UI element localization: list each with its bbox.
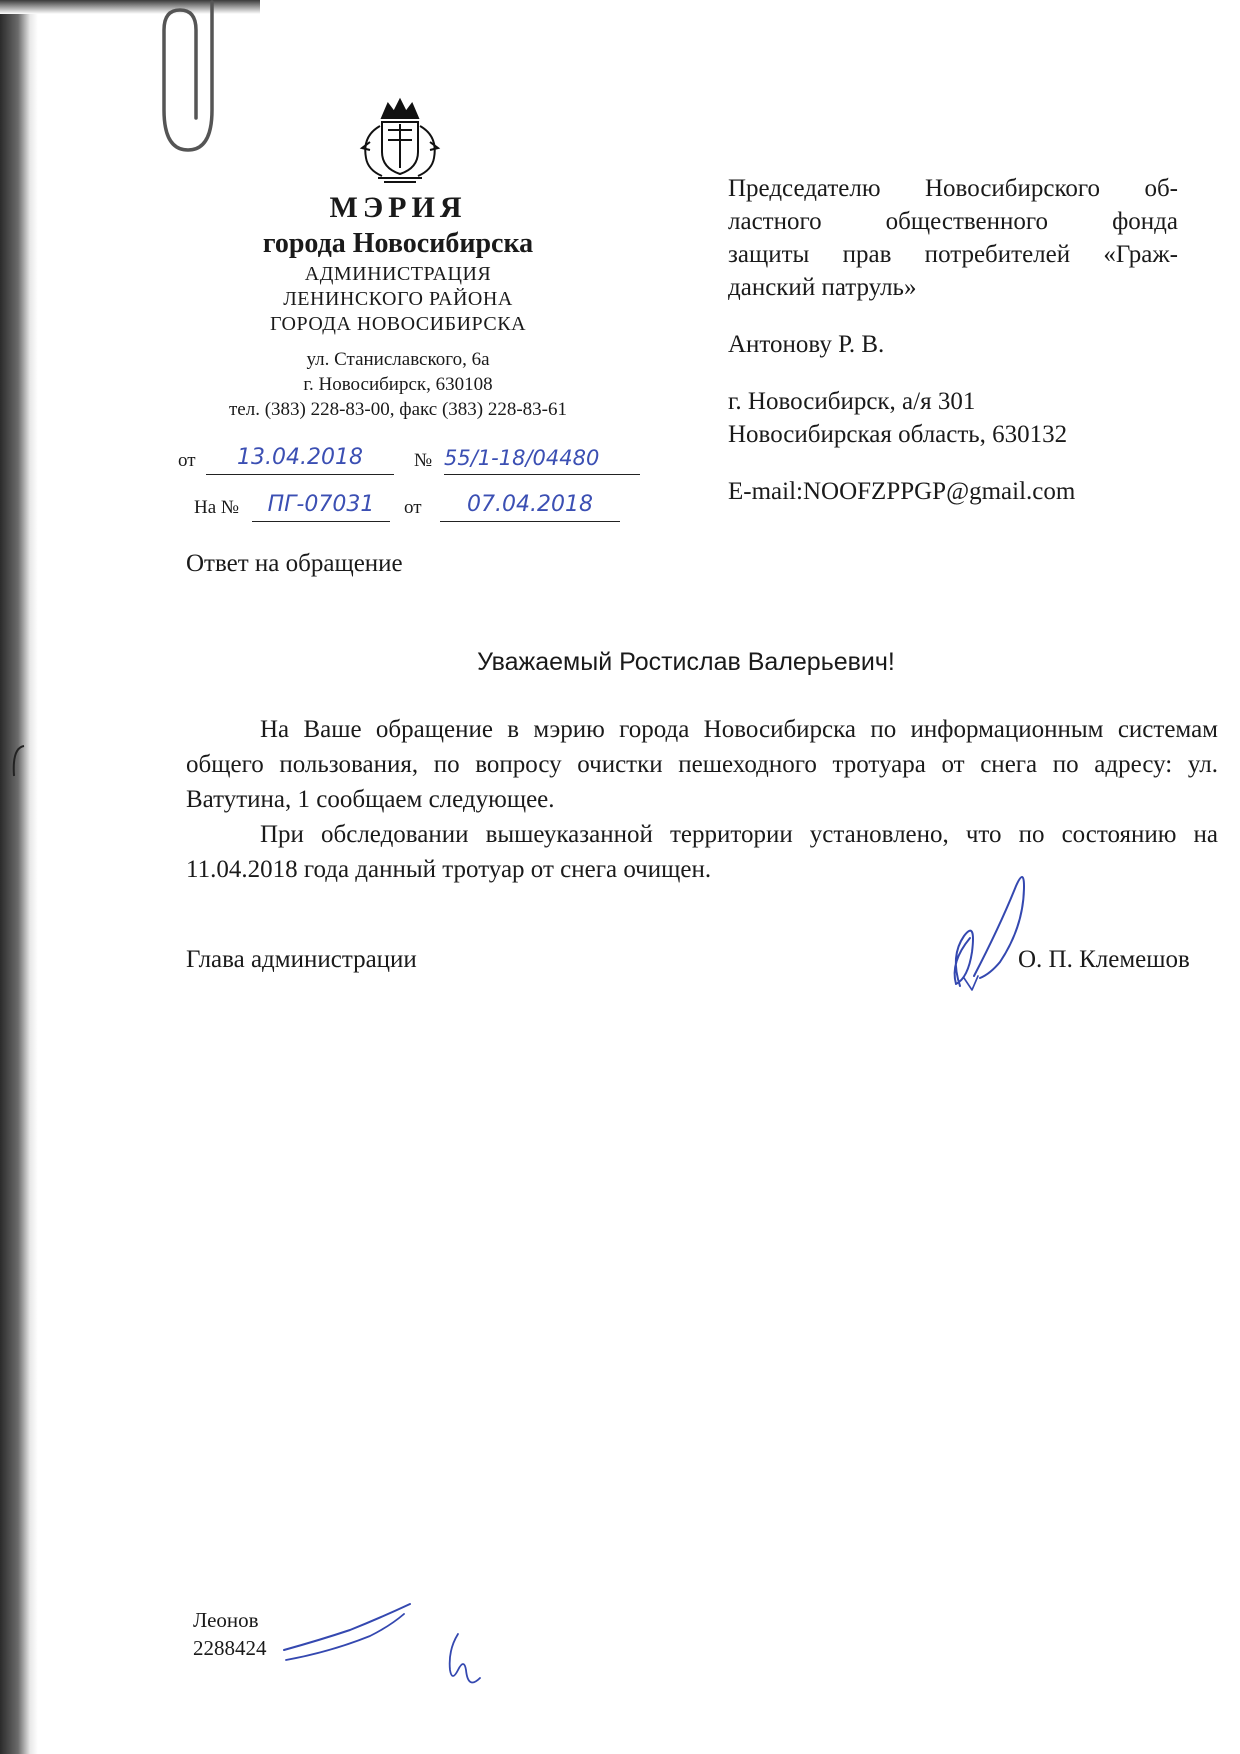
outgoing-registration [178, 446, 658, 476]
sender-phone: тел. (383) 228-83-00, факс (383) 228-83-61 [228, 399, 568, 420]
signatory-name: О. П. Клемешов [1018, 946, 1190, 973]
reference-date: 07.04.2018 [440, 493, 620, 522]
addressee-address-line-1: г. Новосибирск, а/я 301 [728, 388, 976, 415]
letter-subject: Ответ на обращение [186, 550, 403, 577]
handwritten-signature-icon [920, 866, 1060, 996]
reference-label: На № [194, 497, 240, 518]
addressee-line-3: защиты прав потребителей «Граж- [728, 241, 1178, 268]
addressee-name: Антонову Р. В. [728, 331, 885, 358]
org-name: МЭРИЯ [329, 191, 467, 224]
body-paragraph-1: На Ваше обращение в мэрию города Новосибирска по информационным системам общего пользования, по вопросу очистки пешеходного тротуара от снега по адресу: ул. Ватутина, 1 сообщаем следующее. [186, 716, 1218, 813]
addressee-email: E-mail:NOOFZPPGP@gmail.com [728, 478, 1076, 505]
dept-line-2: ЛЕНИНСКОГО РАЙОНА [283, 288, 513, 310]
sender-header [168, 190, 628, 422]
reference-from-label: от [404, 497, 422, 518]
executor-block [193, 1606, 267, 1662]
dept-line-3: ГОРОДА НОВОСИБИРСКА [269, 313, 527, 335]
margin-mark-icon [6, 740, 30, 780]
sender-address-street: ул. Станиславского, 6а [306, 349, 490, 370]
dept-line-1: АДМИНИСТРАЦИЯ [304, 263, 492, 285]
signatory-title: Глава администрации [186, 946, 417, 973]
executor-phone: 2288424 [193, 1636, 267, 1660]
addressee-line-2: ластного общественного фонда [728, 208, 1178, 235]
coat-of-arms-icon [352, 96, 448, 186]
sender-address-city: г. Новосибирск, 630108 [303, 374, 493, 395]
initials-mark-icon [440, 1630, 490, 1694]
letter-body [186, 712, 1218, 887]
addressee-line-1: Председателю Новосибирского об- [728, 175, 1178, 202]
addressee-line-4: данский патруль» [728, 274, 917, 301]
outgoing-date: 13.04.2018 [206, 446, 394, 475]
paper-clip-icon [150, 0, 230, 160]
scan-shadow-edge [0, 0, 38, 1754]
reference-number: ПГ-07031 [252, 493, 390, 522]
org-city: города Новосибирска [262, 228, 534, 259]
executor-name: Леонов [193, 1608, 259, 1632]
executor-signature-icon [280, 1600, 420, 1670]
greeting: Уважаемый Ростислав Валерьевич! [477, 648, 895, 676]
body-paragraph-2: При обследовании вышеуказанной территории установлено, что по состоянию на 11.04.2018 года данный тротуар от снега очищен. [186, 821, 1218, 883]
addressee-address-line-2: Новосибирская область, 630132 [728, 421, 1068, 448]
number-label: № [414, 450, 433, 471]
from-label: от [178, 450, 196, 471]
outgoing-number: 55/1-18/04480 [444, 446, 640, 475]
incoming-reference [178, 493, 658, 523]
addressee-block [728, 172, 1178, 508]
